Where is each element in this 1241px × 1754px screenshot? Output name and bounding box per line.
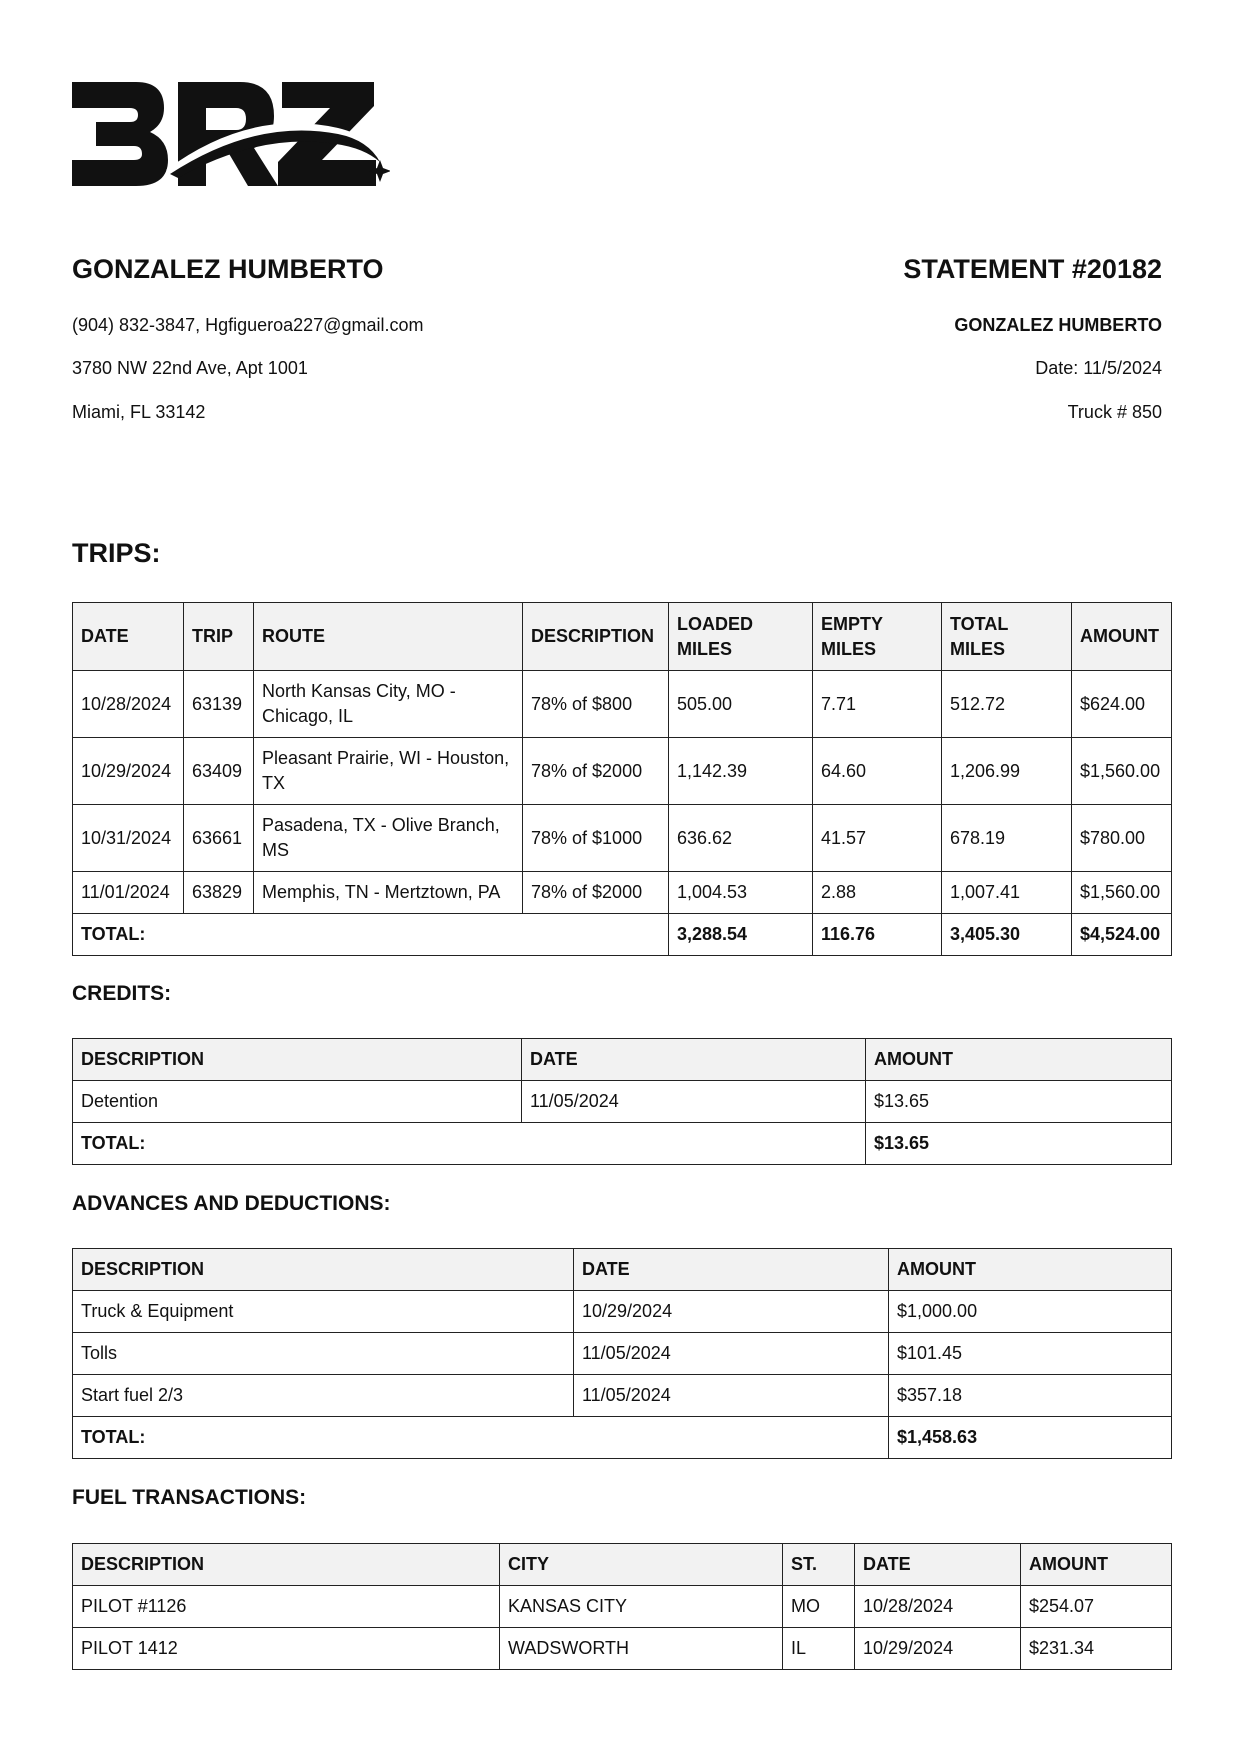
trip-date: 11/01/2024 (73, 872, 184, 914)
fuel-description: PILOT 1412 (73, 1628, 500, 1670)
trip-loaded-miles: 505.00 (669, 671, 813, 738)
trip-empty-miles: 64.60 (813, 738, 942, 805)
credits-table (72, 1038, 1172, 1165)
table-row (73, 872, 1172, 914)
trip-number: 63409 (184, 738, 254, 805)
table-row (73, 738, 1172, 805)
fuel-header-description: DESCRIPTION (73, 1544, 500, 1586)
trips-header-loaded-miles: LOADED MILES (669, 603, 813, 671)
table-row (73, 1333, 1172, 1375)
driver-address-line1: 3780 NW 22nd Ave, Apt 1001 (72, 358, 308, 378)
trips-table (72, 602, 1172, 956)
trip-description: 78% of $2000 (523, 872, 669, 914)
deduction-date: 10/29/2024 (574, 1291, 889, 1333)
trips-header-trip: TRIP (184, 603, 254, 671)
trip-date: 10/29/2024 (73, 738, 184, 805)
trip-number: 63661 (184, 805, 254, 872)
fuel-title: FUEL TRANSACTIONS: (72, 1486, 307, 1509)
trip-amount: $624.00 (1072, 671, 1172, 738)
trip-description: 78% of $1000 (523, 805, 669, 872)
fuel-header-amount: AMOUNT (1021, 1544, 1172, 1586)
deductions-header-amount: AMOUNT (889, 1249, 1172, 1291)
trip-number: 63829 (184, 872, 254, 914)
deduction-description: Tolls (73, 1333, 574, 1375)
deductions-total-label: TOTAL: (73, 1417, 889, 1459)
deduction-amount: $1,000.00 (889, 1291, 1172, 1333)
deductions-header-description: DESCRIPTION (73, 1249, 574, 1291)
trips-total-miles: 3,405.30 (942, 914, 1072, 956)
statement-title: STATEMENT #20182 (903, 254, 1162, 284)
credits-header-row (73, 1039, 1172, 1081)
trips-header-total-miles: TOTAL MILES (942, 603, 1072, 671)
trips-header-amount: AMOUNT (1072, 603, 1172, 671)
brz-logo (70, 78, 390, 190)
table-row (73, 805, 1172, 872)
trip-route: Pleasant Prairie, WI - Houston, TX (254, 738, 523, 805)
trips-title: TRIPS: (72, 538, 161, 568)
trip-total-miles: 678.19 (942, 805, 1072, 872)
deduction-date: 11/05/2024 (574, 1333, 889, 1375)
trip-empty-miles: 7.71 (813, 671, 942, 738)
trips-total-label: TOTAL: (73, 914, 669, 956)
credit-amount: $13.65 (866, 1081, 1172, 1123)
trips-total-row (73, 914, 1172, 956)
statement-driver-name: GONZALEZ HUMBERTO (954, 315, 1162, 335)
fuel-amount: $254.07 (1021, 1586, 1172, 1628)
credits-header-date: DATE (522, 1039, 866, 1081)
trip-amount: $1,560.00 (1072, 872, 1172, 914)
credit-date: 11/05/2024 (522, 1081, 866, 1123)
trip-route: Memphis, TN - Mertztown, PA (254, 872, 523, 914)
trip-loaded-miles: 1,004.53 (669, 872, 813, 914)
deduction-date: 11/05/2024 (574, 1375, 889, 1417)
trips-total-loaded: 3,288.54 (669, 914, 813, 956)
deductions-total-row (73, 1417, 1172, 1459)
trip-description: 78% of $2000 (523, 738, 669, 805)
fuel-city: WADSWORTH (500, 1628, 783, 1670)
trip-description: 78% of $800 (523, 671, 669, 738)
trip-empty-miles: 2.88 (813, 872, 942, 914)
trip-date: 10/31/2024 (73, 805, 184, 872)
trips-header-empty-miles: EMPTY MILES (813, 603, 942, 671)
trips-total-empty: 116.76 (813, 914, 942, 956)
trip-date: 10/28/2024 (73, 671, 184, 738)
fuel-description: PILOT #1126 (73, 1586, 500, 1628)
deduction-amount: $101.45 (889, 1333, 1172, 1375)
deductions-title: ADVANCES AND DEDUCTIONS: (72, 1192, 391, 1215)
trip-amount: $1,560.00 (1072, 738, 1172, 805)
fuel-date: 10/29/2024 (855, 1628, 1021, 1670)
trips-header-description: DESCRIPTION (523, 603, 669, 671)
table-row (73, 1628, 1172, 1670)
deductions-total-amount: $1,458.63 (889, 1417, 1172, 1459)
trip-route: Pasadena, TX - Olive Branch, MS (254, 805, 523, 872)
trips-header-row (73, 603, 1172, 671)
driver-contact: (904) 832-3847, Hgfigueroa227@gmail.com (72, 315, 424, 335)
trips-total-amount: $4,524.00 (1072, 914, 1172, 956)
trip-route: North Kansas City, MO - Chicago, IL (254, 671, 523, 738)
deductions-header-date: DATE (574, 1249, 889, 1291)
table-row (73, 1081, 1172, 1123)
driver-address-line2: Miami, FL 33142 (72, 402, 206, 422)
credits-header-description: DESCRIPTION (73, 1039, 522, 1081)
fuel-city: KANSAS CITY (500, 1586, 783, 1628)
trip-total-miles: 1,007.41 (942, 872, 1072, 914)
fuel-table (72, 1543, 1172, 1670)
trip-loaded-miles: 636.62 (669, 805, 813, 872)
trip-total-miles: 512.72 (942, 671, 1072, 738)
table-row (73, 1291, 1172, 1333)
deductions-table (72, 1248, 1172, 1459)
credits-header-amount: AMOUNT (866, 1039, 1172, 1081)
credits-total-label: TOTAL: (73, 1123, 866, 1165)
deduction-description: Truck & Equipment (73, 1291, 574, 1333)
trips-header-date: DATE (73, 603, 184, 671)
trips-header-route: ROUTE (254, 603, 523, 671)
fuel-state: MO (783, 1586, 855, 1628)
driver-name: GONZALEZ HUMBERTO (72, 254, 384, 284)
fuel-header-row (73, 1544, 1172, 1586)
deduction-description: Start fuel 2/3 (73, 1375, 574, 1417)
trip-amount: $780.00 (1072, 805, 1172, 872)
table-row (73, 1375, 1172, 1417)
fuel-header-state: ST. (783, 1544, 855, 1586)
credits-title: CREDITS: (72, 982, 172, 1005)
credits-total-row (73, 1123, 1172, 1165)
fuel-header-city: CITY (500, 1544, 783, 1586)
deduction-amount: $357.18 (889, 1375, 1172, 1417)
credits-total-amount: $13.65 (866, 1123, 1172, 1165)
deductions-header-row (73, 1249, 1172, 1291)
fuel-state: IL (783, 1628, 855, 1670)
credit-description: Detention (73, 1081, 522, 1123)
trip-total-miles: 1,206.99 (942, 738, 1072, 805)
fuel-date: 10/28/2024 (855, 1586, 1021, 1628)
fuel-header-date: DATE (855, 1544, 1021, 1586)
fuel-amount: $231.34 (1021, 1628, 1172, 1670)
statement-date: Date: 11/5/2024 (1035, 358, 1162, 378)
table-row (73, 1586, 1172, 1628)
table-row (73, 671, 1172, 738)
trip-loaded-miles: 1,142.39 (669, 738, 813, 805)
statement-truck: Truck # 850 (1067, 402, 1162, 422)
trip-empty-miles: 41.57 (813, 805, 942, 872)
trip-number: 63139 (184, 671, 254, 738)
